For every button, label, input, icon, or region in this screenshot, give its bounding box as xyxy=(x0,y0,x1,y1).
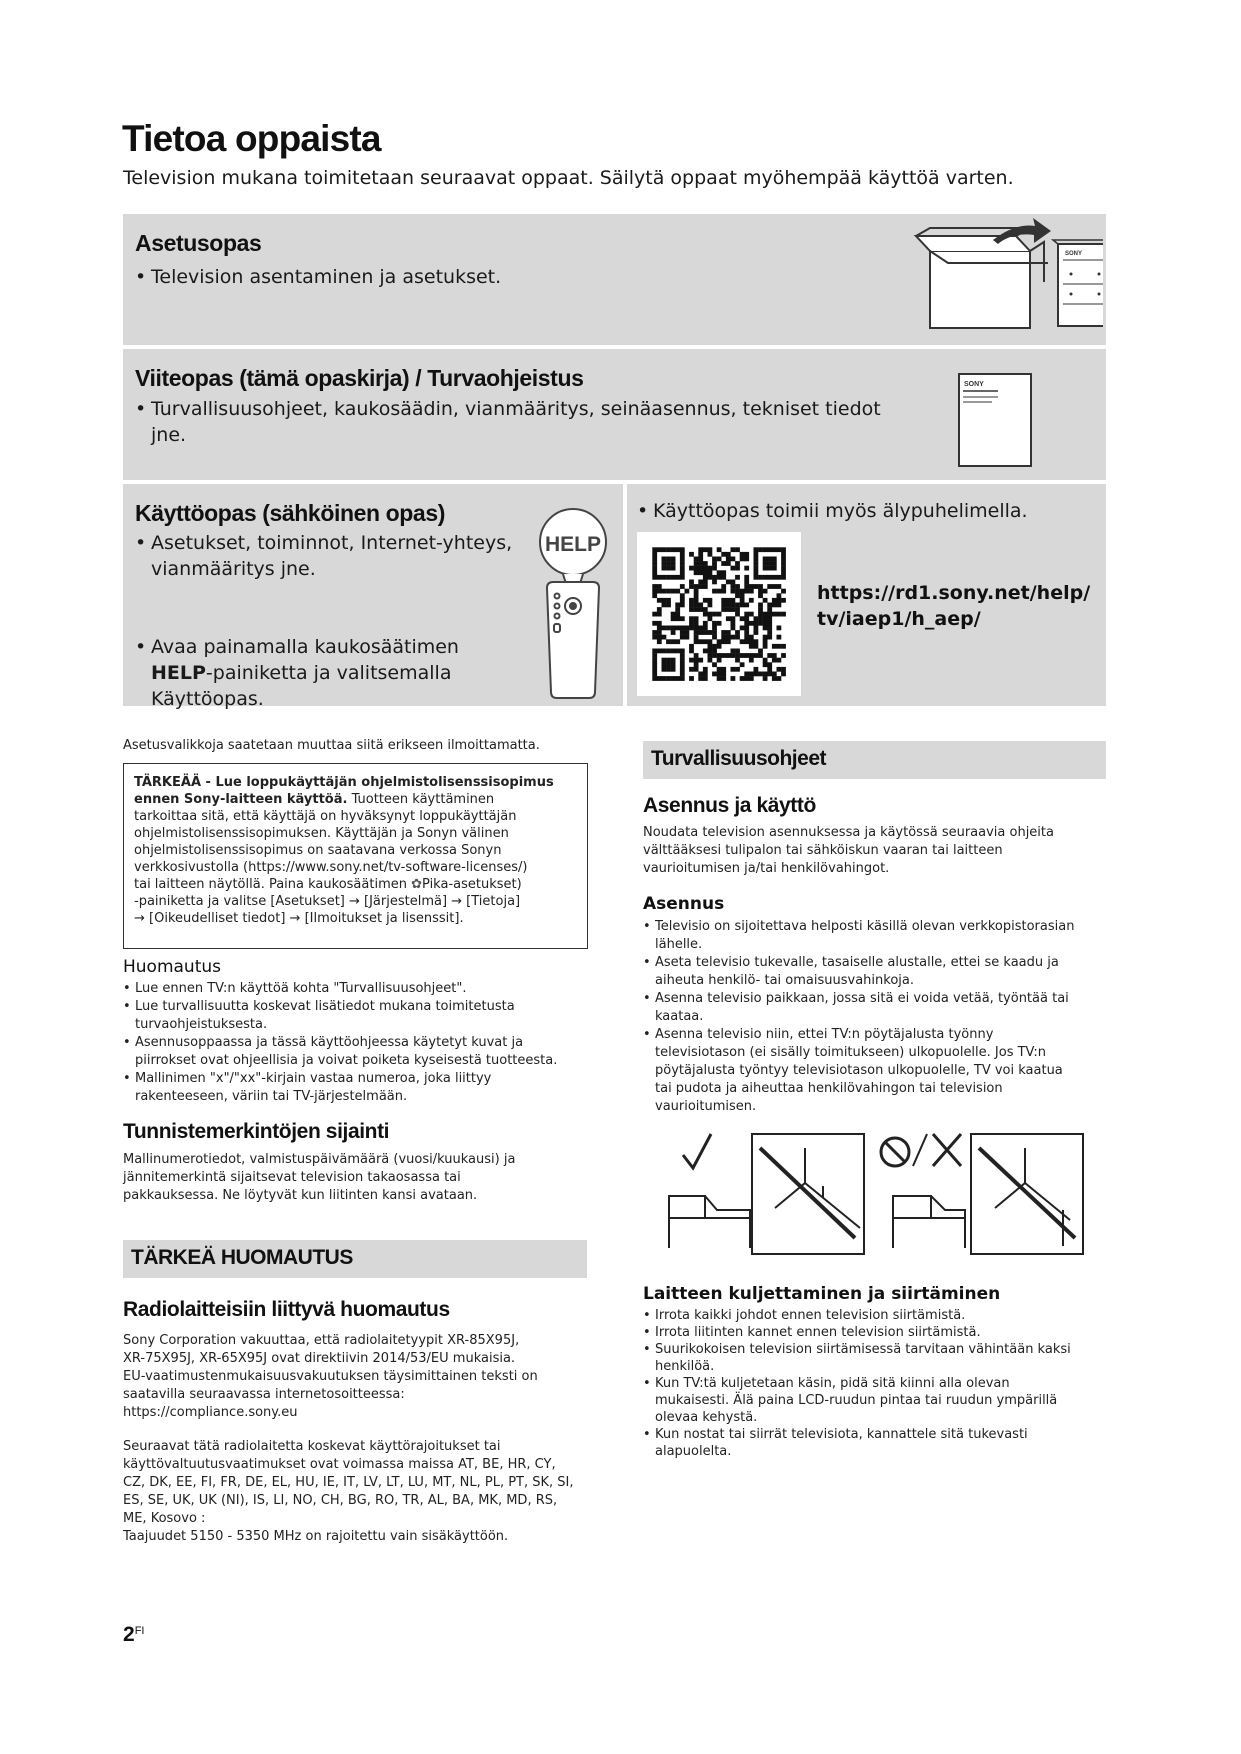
qr-code-image xyxy=(637,532,801,696)
remote-control-help-illustration xyxy=(533,506,613,702)
remote-control-icon xyxy=(547,582,599,698)
setup-guide-bullet: • Television asentaminen ja asetukset. xyxy=(135,264,1118,290)
install-list xyxy=(643,918,1113,1116)
manual-booklet-icon xyxy=(1053,240,1103,326)
install-use-text: Noudata television asennuksessa ja käytössä seuraavia ohjeita välttääksesi tulipalon tai sähköiskun vaaran tai laitteen vaurioitumisen ja/tai henkilövahingot. xyxy=(643,825,1054,876)
packaging-box-icon xyxy=(916,228,1048,328)
box-and-manual-illustration xyxy=(903,218,1103,340)
safety-section-bar: Turvallisuusohjeet xyxy=(643,741,1106,779)
list-item: • Aseta televisio tukevalle, tasaiselle alustalle, ettei se kaadu ja aiheuta henkilö- tai omaisuusvahinkoja. xyxy=(643,954,1113,990)
smartphone-guide-box xyxy=(627,484,1106,706)
setup-guide-title: Asetusopas xyxy=(135,230,262,256)
important-notice-bar: TÄRKEÄ HUOMAUTUS xyxy=(123,1240,587,1278)
reference-manual-brand: SONY xyxy=(964,381,984,388)
list-item: • Asennusoppaassa ja tässä käyttöohjeessa käytetyt kuvat ja piirrokset ovat ohjeellisia ja voivat poiketa kyseisestä tuotteesta. xyxy=(123,1034,593,1070)
help-guide-bullet-1: • Asetukset, toiminnot, Internet-yhteys, vianmääritys jne. xyxy=(135,530,515,582)
language-code: FI xyxy=(134,1625,145,1637)
list-item: • Televisio on sijoitettava helposti käsillä olevan verkkopistorasian lähelle. xyxy=(643,918,1113,954)
list-item: • Mallinimen "x"/"xx"-kirjain vastaa numeroa, joka liittyy rakenteeseen, väriin tai TV-järjestelmään. xyxy=(123,1070,593,1106)
marking-title: Tunnistemerkintöjen sijainti xyxy=(123,1120,390,1143)
arrow-icon xyxy=(993,218,1051,244)
install-use-title: Asennus ja käyttö xyxy=(643,794,816,817)
help-guide-title: Käyttöopas (sähköinen opas) xyxy=(135,500,445,526)
eula-text: TÄRKEÄÄ - Lue loppukäyttäjän ohjelmistolisenssisopimus ennen Sony-laitteen käyttöä. Tuotteen käyttäminen tarkoittaa sitä, että käyttäjä on hyväksynyt loppukäyttäjän ohjelmistolisenssisopimuksen. Käyttäjän ja Sonyn välinen ohjelmistolisenssisopimus on saatavana verkossa Sonyn verkkosivustolla (https://www.sony.net/tv-software-licenses/) tai laitteen näytöllä. Paina kaukosäätimen ✿Pika-asetukset) -painiketta ja valitse [Asetukset] → [Järjestelmä] → [Tietoja] → [Oikeudelliset tiedot] → [Ilmoitukset ja lisenssit]. xyxy=(134,775,554,926)
gear-icon: ✿ xyxy=(411,877,423,892)
tv-on-stand-incorrect-icon xyxy=(893,1196,965,1248)
install-title: Asennus xyxy=(643,894,725,914)
list-item: • Asenna televisio paikkaan, jossa sitä ei voida vetää, työntää tai kaataa. xyxy=(643,990,1113,1026)
setup-guide-box xyxy=(123,214,1106,345)
qr-code[interactable] xyxy=(637,532,801,696)
smartphone-guide-bullet: • Käyttöopas toimii myös älypuhelimella. xyxy=(637,498,1116,524)
settings-notice: Asetusvalikkoja saatetaan muuttaa siitä erikseen ilmoittamatta. xyxy=(123,738,540,753)
tv-on-stand-correct-icon xyxy=(669,1196,750,1248)
page-title: Tietoa oppaista xyxy=(122,118,381,159)
list-item: • Suurikokoisen television siirtämisessä tarvitaan vähintään kaksi henkilöä. xyxy=(643,1341,1113,1375)
page-number: $2^{FI}$ xyxy=(123,1623,145,1646)
help-key-label: HELP xyxy=(151,662,206,684)
setup-manual-brand: SONY xyxy=(1065,251,1083,257)
help-guide-box xyxy=(123,484,623,710)
reference-guide-title: Viiteopas (tämä opaskirja) / Turvaohjeistus xyxy=(135,365,584,391)
list-item: • Lue turvallisuutta koskevat lisätiedot mukana toimitetusta turvaohjeistuksesta. xyxy=(123,998,593,1034)
marking-text: Mallinumerotiedot, valmistuspäivämäärä (vuosi/kuukausi) ja jännitemerkintä sijaitsevat television takaosassa tai pakkauksessa. Ne löytyvät kun liitinten kansi avataan. xyxy=(123,1152,516,1203)
cross-icon xyxy=(933,1134,961,1166)
reference-guide-box xyxy=(123,349,1106,480)
help-url-link[interactable]: https://rd1.sony.net/help/ tv/iaep1/h_aep/ xyxy=(817,582,1091,630)
list-item: • Irrota liitinten kannet ennen television siirtämistä. xyxy=(643,1324,1113,1341)
list-item: • Lue ennen TV:n käyttöä kohta "Turvallisuusohjeet". xyxy=(123,980,593,998)
list-item: • Asenna televisio niin, ettei TV:n pöytäjalusta työnny televisiotason (ei sisälly toimitukseen) ulkopuolelle. Jos TV:n pöytäjalusta työntyy televisiotason ulkopuolelle, TV voi kaatua tai pudota ja aiheuttaa henkilövahingon tai television vaurioitumisen. xyxy=(643,1026,1113,1116)
reference-guide-bullet: • Turvallisuusohjeet, kaukosäädin, vianmääritys, seinäasennus, tekniset tiedot jne. xyxy=(135,396,915,448)
transport-list xyxy=(643,1307,1113,1460)
radio-notice-para-2: Seuraavat tätä radiolaitetta koskevat käyttörajoitukset tai käyttövaltuutusvaatimukset ovat voimassa maissa AT, BE, HR, CY, CZ, DK, EE, FI, FR, DE, EL, HU, IE, IT, LV, LT, LU, MT, NL, PL, PT, SK, SI, ES, SE, UK, UK (NI), IS, LI, NO, CH, BG, RO, TR, AL, BA, MK, MD, RS, ME, Kosovo : Taajuudet 5150 - 5350 MHz on rajoitettu vain sisäkäyttöön. xyxy=(123,1439,574,1544)
radio-notice-para-1: Sony Corporation vakuuttaa, että radiolaitetyypit XR-85X95J, XR-75X95J, XR-65X95J ovat direktiivin 2014/53/EU mukaisia. EU-vaatimustenmukaisuusvakuutuksen täysimittainen teksti on saatavilla seuraavassa internetosoitteessa: https://compliance.sony.eu xyxy=(123,1333,538,1420)
checkmark-icon xyxy=(683,1134,711,1168)
help-guide-bullet-2: • Avaa painamalla kaukosäätimen HELP-painiketta ja valitsemalla Käyttöopas. xyxy=(135,634,515,712)
transport-title: Laitteen kuljettaminen ja siirtäminen xyxy=(643,1284,1001,1304)
reference-manual-illustration xyxy=(952,370,1036,474)
list-item: • Kun TV:tä kuljetetaan käsin, pidä sitä kiinni alla olevan mukaisesti. Älä paina LCD-ruudun pintaa tai ruudun ympärillä olevaa kehystä. xyxy=(643,1375,1113,1426)
tv-stand-placement-illustration xyxy=(655,1128,1095,1258)
prohibited-icon xyxy=(881,1138,909,1166)
page-intro: Television mukana toimitetaan seuraavat oppaat. Säilytä oppaat myöhempää käyttöä varten. xyxy=(123,167,1014,189)
list-item: • Kun nostat tai siirrät televisiota, kannattele sitä tukevasti alapuolelta. xyxy=(643,1426,1113,1460)
radio-notice-title: Radiolaitteisiin liittyvä huomautus xyxy=(123,1298,450,1321)
notes-list xyxy=(123,980,593,1106)
help-button-label: HELP xyxy=(544,533,602,556)
eula-important-box xyxy=(123,763,588,949)
list-item: • Irrota kaikki johdot ennen television siirtämistä. xyxy=(643,1307,1113,1324)
notes-title: Huomautus xyxy=(123,957,222,977)
